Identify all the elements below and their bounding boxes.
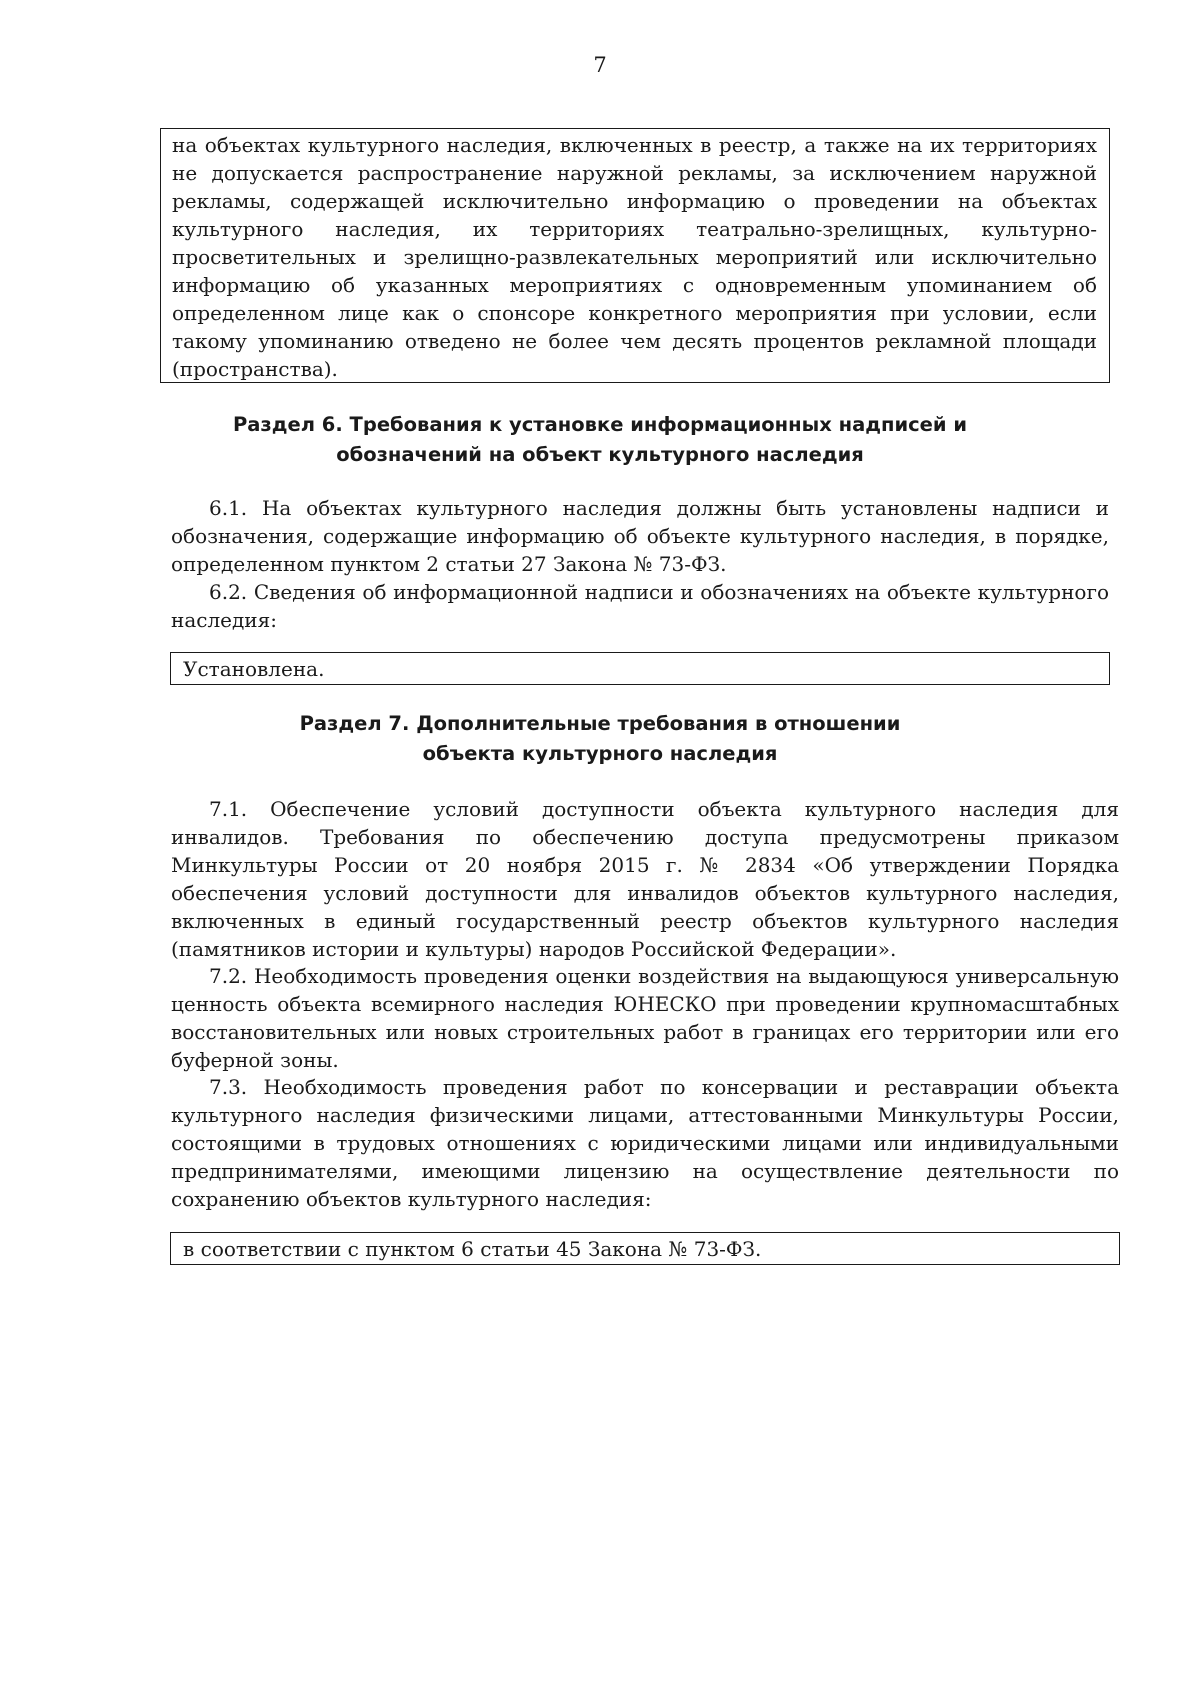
section-6-heading [0,410,1200,470]
paragraph-7-2: 7.2. Необходимость проведения оценки воздействия на выдающуюся универсальную ценность объекта всемирного наследия ЮНЕСКО при проведении крупномасштабных восстановительных или новых строительных работ в границах его территории или его буферной зоны. [171,964,1119,1072]
paragraph-7-2-block [171,962,1119,1074]
paragraph-6-1-block [171,494,1109,578]
section-6-heading-line1: Раздел 6. Требования к установке информационных надписей и [232,413,968,436]
section-6-heading-line2: обозначений на объект культурного наследия [336,443,864,466]
paragraph-7-3-block [171,1073,1119,1213]
paragraph-7-1: 7.1. Обеспечение условий доступности объекта культурного наследия для инвалидов. Требования по обеспечению доступа предусмотрены приказом Минкультуры России от 20 ноября 2015 г. № 2834 «Об утверждении Порядка обеспечения условий доступности для инвалидов объектов культурного наследия, включенных в единый государственный реестр объектов культурного наследия (памятников истории и культуры) народов Российской Федерации». [171,797,1119,961]
inscription-status-box: Установлена. [170,652,1110,685]
paragraph-7-1-block [171,795,1119,963]
section-7-heading-line1: Раздел 7. Дополнительные требования в отношении [299,712,901,735]
paragraph-7-3: 7.3. Необходимость проведения работ по консервации и реставрации объекта культурного наследия физическими лицами, аттестованными Минкультуры России, состоящими в трудовых отношениях с юридическими лицами или индивидуальными предпринимателями, имеющими лицензию на осуществление деятельности по сохранению объектов культурного наследия: [171,1075,1119,1211]
paragraph-6-2-block [171,578,1109,634]
advertising-restriction-box [160,128,1110,383]
section-7-heading [0,709,1200,769]
paragraph-6-2: 6.2. Сведения об информационной надписи и обозначениях на объекте культурного наследия: [171,580,1109,632]
restoration-requirement-box: в соответствии с пунктом 6 статьи 45 Закона № 73-ФЗ. [170,1232,1120,1265]
section-7-heading-line2: объекта культурного наследия [422,742,778,765]
page-number: 7 [593,53,607,77]
advertising-restriction-text: на объектах культурного наследия, включенных в реестр, а также на их территориях не допускается распространение наружной рекламы, за исключением наружной рекламы, содержащей исключительно информацию о проведении на объектах культурного наследия, их территориях театрально-зрелищных, культурно-просветительных и зрелищно-развлекательных мероприятий или исключительно информацию об указанных мероприятиях с одновременным упоминанием об определенном лице как о спонсоре конкретного мероприятия при условии, если такому упоминанию отведено не более чем десять процентов рекламной площади (пространства). [172,133,1097,381]
paragraph-6-1: 6.1. На объектах культурного наследия должны быть установлены надписи и обозначения, содержащие информацию об объекте культурного наследия, в порядке, определенном пунктом 2 статьи 27 Закона № 73-ФЗ. [171,496,1109,576]
